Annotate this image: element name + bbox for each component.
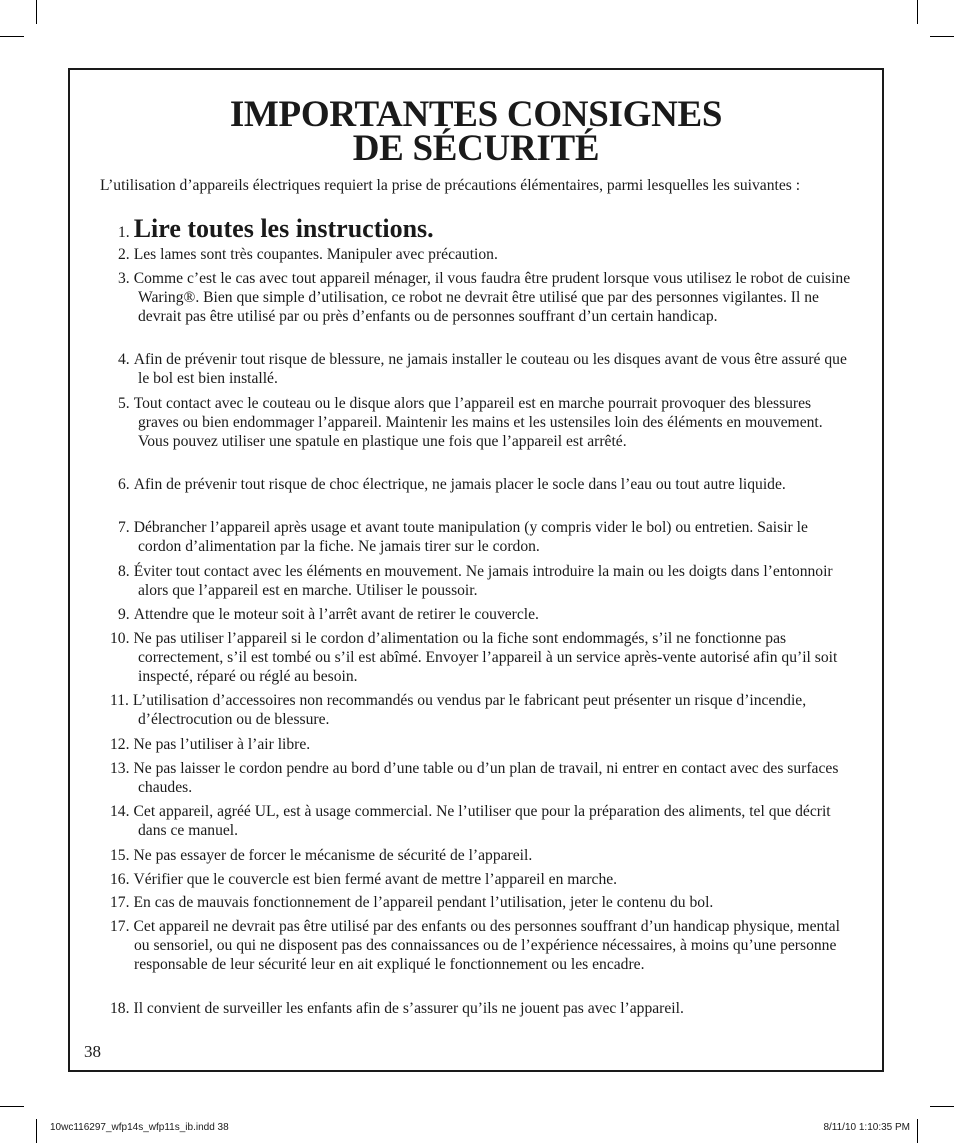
list-item: 5. Tout contact avec le couteau ou le disque alors que l’appareil est en marche pourrait provoquer des blessures graves ou bien endommager l’appareil. Maintenir les mains et les ustensiles loin des éléments en mouvement. Vous pouvez utiliser une spatule en plastique une fois que l’appareil est arrêté. (118, 395, 823, 450)
list-item: 9. Attendre que le moteur soit à l’arrêt avant de retirer le couvercle. (118, 606, 539, 623)
list-item: 17. Cet appareil ne devrait pas être utilisé par des enfants ou des personnes souffrant d’un handicap physique, mental ou sensoriel, ou qui ne disposent pas des connaissances ou de l’expérience nécessaires, à moins qu’une personne responsable de leur sécurité leur en ait expliqué le fonctionnement ou les encadre. (110, 918, 840, 973)
list-item: 6. Afin de prévenir tout risque de choc électrique, ne jamais placer le socle dans l’eau ou tout autre liquide. (118, 476, 786, 493)
crop-mark (0, 1106, 24, 1107)
list-item: 14. Cet appareil, agréé UL, est à usage commercial. Ne l’utiliser que pour la préparation des aliments, tel que décrit dans ce manuel. (110, 803, 831, 839)
page-frame (68, 68, 884, 1072)
list-item: 3. Comme c’est le cas avec tout appareil ménager, il vous faudra être prudent lorsque vous utilisez le robot de cuisine Waring®. Bien que simple d’utilisation, ce robot ne devrait être utilisé que par des personnes vigilantes. Il ne devrait pas être utilisé par ou près d’enfants ou de personnes souffrant d’un certain handicap. (118, 270, 851, 325)
page-number: 38 (84, 1042, 101, 1061)
crop-mark (930, 36, 954, 37)
page-title (70, 94, 882, 169)
crop-mark (917, 0, 918, 24)
list-item: 17. En cas de mauvais fonctionnement de l’appareil pendant l’utilisation, jeter le contenu du bol. (110, 894, 714, 911)
list-item: 1. Lire toutes les instructions. (118, 214, 434, 243)
title-line-2: DE SÉCURITÉ (352, 128, 600, 169)
crop-mark (0, 36, 24, 37)
crop-mark (930, 1106, 954, 1107)
list-item: 15. Ne pas essayer de forcer le mécanisme de sécurité de l’appareil. (110, 847, 533, 864)
list-item: 7. Débrancher l’appareil après usage et avant toute manipulation (y compris vider le bol) ou entretien. Saisir le cordon d’alimentation par la fiche. Ne jamais tirer sur le cordon. (118, 519, 808, 555)
slug-date: 8/11/10 1:10:35 PM (823, 1122, 910, 1133)
list-item: 13. Ne pas laisser le cordon pendre au bord d’une table ou d’un plan de travail, ni entrer en contact avec des surfaces chaudes. (110, 760, 839, 796)
intro-paragraph: L’utilisation d’appareils électriques requiert la prise de précautions élémentaires, parmi lesquelles les suivantes : (100, 177, 801, 194)
crop-mark (36, 0, 37, 24)
list-item: 11. L’utilisation d’accessoires non recommandés ou vendus par le fabricant peut présenter un risque d’incendie, d’électrocution ou de blessure. (110, 692, 807, 728)
list-item: 16. Vérifier que le couvercle est bien fermé avant de mettre l’appareil en marche. (110, 871, 618, 888)
list-item: 18. Il convient de surveiller les enfants afin de s’assurer qu’ils ne jouent pas avec l’appareil. (110, 1000, 684, 1017)
crop-mark (917, 1119, 918, 1143)
list-item: 2. Les lames sont très coupantes. Manipuler avec précaution. (118, 246, 498, 263)
list-item: 8. Éviter tout contact avec les éléments en mouvement. Ne jamais introduire la main ou les doigts dans l’entonnoir alors que l’appareil est en marche. Utiliser le poussoir. (118, 563, 833, 599)
list-item: 4. Afin de prévenir tout risque de blessure, ne jamais installer le couteau ou les disques avant de vous être assuré que le bol est bien installé. (118, 351, 847, 387)
list-item: 12. Ne pas l’utiliser à l’air libre. (110, 736, 311, 753)
crop-mark (36, 1119, 37, 1143)
slug-file: 10wc116297_wfp14s_wfp11s_ib.indd 38 (50, 1122, 229, 1133)
title-line-1: IMPORTANTES CONSIGNES (229, 94, 723, 135)
list-item: 10. Ne pas utiliser l’appareil si le cordon d’alimentation ou la fiche sont endommagés, s’il ne fonctionne pas correctement, s’il est tombé ou s’il est abîmé. Envoyer l’appareil à un service après-vente autorisé afin qu’il soit inspecté, réparé ou réglé au besoin. (110, 630, 838, 685)
